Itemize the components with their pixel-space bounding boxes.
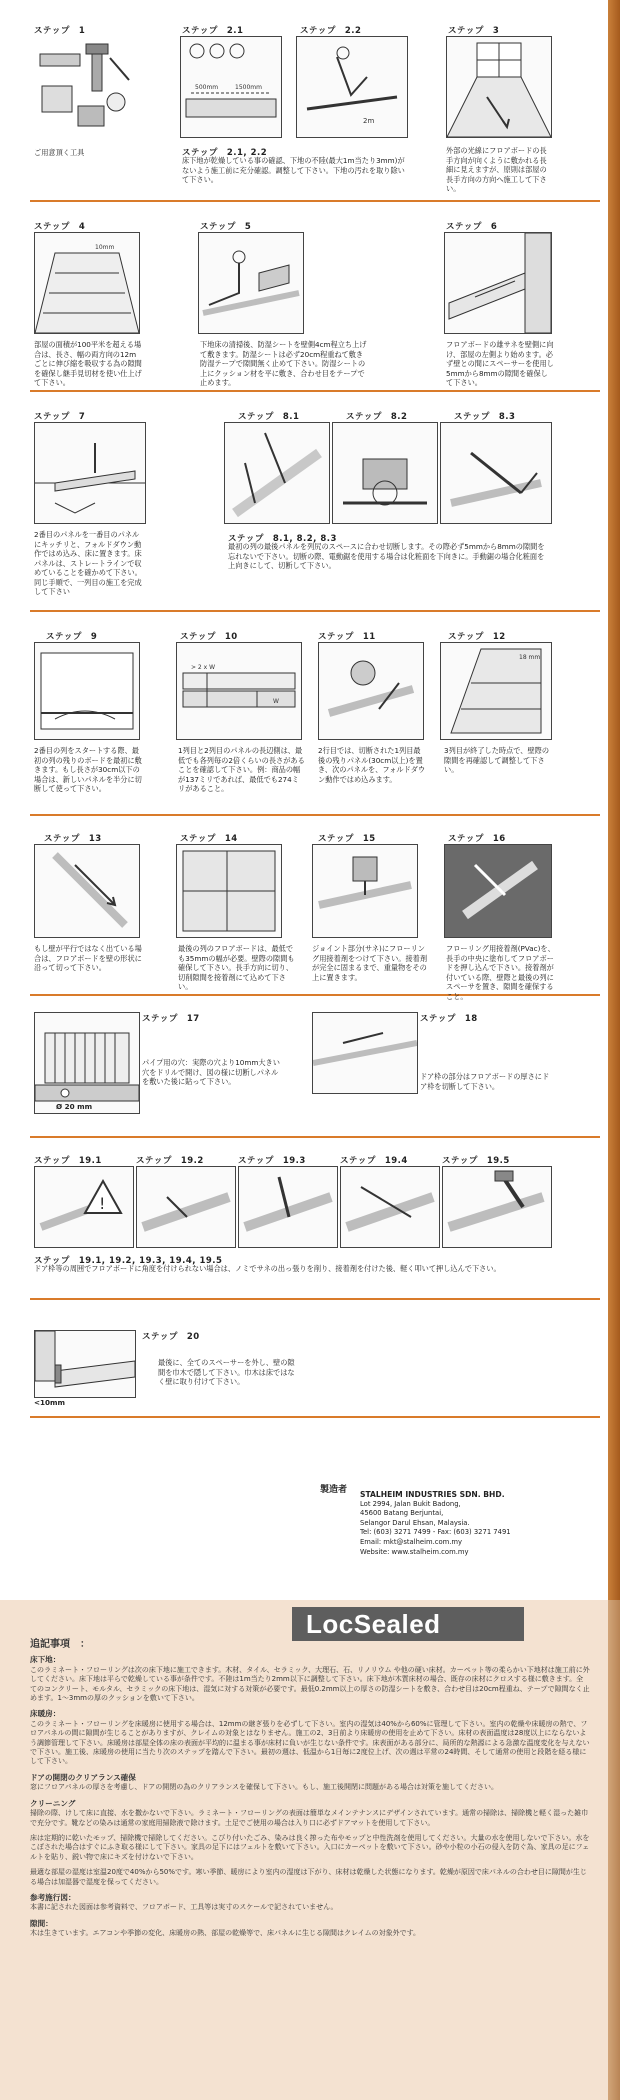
step-8-2-label: ステップ 8.2 [346,412,408,422]
step-18-illustration [312,1012,418,1094]
address-line-3: Selangor Darul Ehsan, Malaysia. [360,1518,470,1527]
step-9-illustration [34,642,140,740]
wood-edge-decoration-lower [608,1600,620,2100]
step-3-label: ステップ 3 [448,26,500,36]
step-15-illustration [312,844,418,938]
step-6-illustration [444,232,552,334]
note-1-heading: 床暖房： [30,1709,61,1719]
tel-fax: Tel: (603) 3271 7499 - Fax: (603) 3271 7491 [360,1528,511,1537]
step-2-1-illustration [180,36,282,138]
step-20-illustration [34,1330,136,1398]
step-10-label: ステップ 10 [180,632,238,642]
step-19-2-label: ステップ 19.2 [136,1156,204,1166]
step-19-5-label: ステップ 19.5 [442,1156,510,1166]
step-8-1-label: ステップ 8.1 [238,412,300,422]
step-11-label: ステップ 11 [318,632,376,642]
dim-10mm: 10mm [95,244,115,251]
note-6-heading: 参考施行図： [30,1892,76,1902]
step-20-label: ステップ 20 [142,1332,200,1342]
dim-w: W [273,698,279,705]
step-20-caption: 最後に、全てのスペーサーを外し、壁の隙間を巾木で隠して下さい。巾木は床ではなく壁に取り付けて下さい。 [158,1358,295,1386]
step-4-illustration [34,232,140,334]
step-3-illustration [446,36,552,138]
step-19-4-label: ステップ 19.4 [340,1156,408,1166]
step-17-illustration [34,1012,140,1114]
note-3-heading: クリーニング [30,1798,76,1808]
step-9-caption: 2番目の列をスタートする際、最初の列の残りのボードを最初に敷きます。もし長さが30cm以下の場合は、新しいパネルを半分に切断して使って下さい。 [34,746,142,793]
step-16-illustration [444,844,552,938]
step-14-label: ステップ 14 [180,834,238,844]
step-4-label: ステップ 4 [34,222,86,232]
step-18-caption: ドア枠の部分はフロアボードの厚さにドア枠を切断して下さい。 [420,1072,550,1091]
website: Website: www.stalheim.com.my [360,1547,469,1556]
step-2-summary-label: ステップ 2.1, 2.2 [182,148,268,158]
step-8-3-illustration [440,422,552,524]
step-7-illustration [34,422,146,524]
additional-notes [30,1640,590,1939]
note-7-heading: 隙間： [30,1918,53,1928]
step-15-caption: ジョイント部分(サネ)にフローリング用接着剤をつけて下さい。接着剤が完全に固まるまで、重量物をその上に置きます。 [312,944,428,982]
note-2-body: 窓にフロアパネルの厚さを考慮し、ドアの開閉の為のクリアランスを確保して下さい。もし、施工後開閉に問題がある場合は対策を施してください。 [30,1783,499,1792]
note-3-body: 掃除の際、けして床に直接、水を撒かないで下さい。ラミネート・フローリングの表面は簡単なメインテナンスにデザインされています。通常の掃除は、掃除機と軽く湿った雑巾で充分です。靴などの染みは通常の家庭用掃除液で除けます。土足でご使用の場合は入り口に必ずドアマットを使用して下さい。 [30,1809,589,1827]
step-19-summary-label: ステップ 19.1, 19.2, 19.3, 19.4, 19.5 [34,1256,223,1266]
note-4-body: 床は定期的に乾いたモップ、掃除機で掃除してください。こびり付いたごみ、染みは良く搾った布やモップと中性洗剤を使用してください。大量の水を使用しないで下さい。水をこぼされた場合はすぐにふき取る様にして下さい。家具の足下にはフェルトを敷いて下さい。入口にカーペットを敷いて下さい。砂や小粒の小石の侵入を防ぐ為、家具の足にフェルトを貼り、鋭い物で床にキズを付けないで下さい。 [30,1833,590,1861]
step-8-1-illustration [224,422,330,524]
brand-logo: LocSealed [292,1607,524,1641]
step-4-caption: 部屋の面積が100平米を超える場合は、長さ、幅の両方向の12mごとに伸び縮を吸収する為の隙間を確保し継手見切材を使い仕上げて下さい。 [34,340,142,387]
step-10-illustration [176,642,302,740]
note-2-heading: ドアの開閉のクリアランス確保 [30,1772,136,1782]
step-10-caption: 1列目と2列目のパネルの長辺側は、最低でも各列毎の2倍くらいの長さがあることを確認して下さい。例：商品の幅が137ミリであれば、最低でも274ミリがあること。 [178,746,305,793]
dim-2xw: > 2 x W [191,664,216,671]
dim-2m: 2m [363,117,375,125]
step-8-summary-label: ステップ 8.1, 8.2, 8.3 [228,534,337,544]
step-5-label: ステップ 5 [200,222,252,232]
step-9-label: ステップ 9 [46,632,98,642]
step-1-tools-illustration [34,36,134,136]
note-5-body: 最適な部屋の湿度は室温20度で40%から50%です。寒い季節、暖房により室内の湿度は下がり、床材は乾燥した状態になります。乾燥が原因で床パネルの合わせ目に隙間が生じる場合は加湿器で湿度を保ってください。 [30,1868,587,1886]
step-7-label: ステップ 7 [34,412,86,422]
note-6-body: 本書に記された図面は参考資料で、フロアボード、工具等は実寸のスケールで記されていません。 [30,1903,338,1912]
manufacturer-title: 製造者 [320,1485,348,1495]
step-20-gap-size: <10mm [34,1398,66,1407]
step-13-illustration [34,844,140,938]
step-12-label: ステップ 12 [448,632,506,642]
step-6-label: ステップ 6 [446,222,498,232]
step-2-2-illustration [296,36,408,138]
address-line-1: Lot 2994, Jalan Bukit Badong, [360,1499,461,1508]
step-19-3-label: ステップ 19.3 [238,1156,306,1166]
step-18-label: ステップ 18 [420,1014,478,1024]
step-12-illustration [440,642,552,740]
step-17-hole-size: Ø 20 mm [56,1102,93,1111]
step-19-caption: ドア枠等の周囲でフロアボードに角度を付けられない場合は、ノミでサネの出っ張りを削り、接着剤を付けた後、軽く叩いて押し込んで下さい。 [34,1264,501,1273]
dim-18mm: 18 mm [519,654,541,661]
manufacturer-info [360,1490,511,1557]
step-5-illustration [198,232,304,334]
step-14-illustration [176,844,282,938]
step-15-label: ステップ 15 [318,834,376,844]
note-7-body: 木は生きています。エアコンや季節の変化、床暖房の熱、部屋の乾燥等で、床パネルに生じる隙間はクレイムの対象外です。 [30,1929,421,1938]
step-19-4-illustration [340,1166,440,1248]
step-7-caption: 2番目のパネルを一番目のパネルにキッチリと、フォルドダウン動作ではめ込み、床に置きます。床パネルは、ストレートラインで収めていることを確かめて下さい。同じ手順で、一列目の施工を完成して下さい [34,530,142,596]
step-13-caption: もし壁が平行ではなく出ている場合は、フロアボードを壁の形状に沿って切って下さい。 [34,944,142,972]
step-13-label: ステップ 13 [44,834,102,844]
step-19-2-illustration [136,1166,236,1248]
notes-title: 追記事項 ： [30,1639,90,1650]
step-12-caption: 3列目が終了した時点で、壁際の隙間を再確認して調整して下さい。 [444,746,550,774]
step-16-caption: フローリング用接着剤(PVac)を、長手の中央に塗布してフロアボードを押し込んで下さい。接着剤が付いている際、壁際と最後の列にスペーサを置き、隙間を確保すること。 [446,944,555,1001]
address-line-2: 45600 Batang Berjuntai, [360,1509,444,1518]
step-19-5-illustration [442,1166,552,1248]
step-5-caption: 下地床の清掃後、防湿シートを壁側4cm程立ち上げて敷きます。防湿シートは必ず20cm程重ねて敷き防湿テープで隙間無く止めて下さい。防湿シートの上にクッション材を平に敷き、合わせ目をテープで止めます。 [200,340,367,387]
step-2-2-label: ステップ 2.2 [300,26,362,36]
company-name: STALHEIM INDUSTRIES SDN. BHD. [360,1490,505,1499]
step-11-caption: 2行目では、切断された1列目最後の残りパネル(30cm以上)を置き、次のパネルを、フォルドダウン動作ではめ込みます。 [318,746,426,784]
dim-500mm: 500mm [195,84,219,91]
note-0-body: このラミネート・フローリングは次の床下地に施工できます。木材、タイル、セラミック、大理石、石、リノリウム や他の硬い床材。カーペット等の柔らかい下地材は施工前に外してください。床下地は平らで乾燥している事が条件です。不陸は1m当たり2mm以下に調整して下さい。床下地が木質床材の場合、既存の床材にクロスする様に敷きます。全てのコンクリート、モルタル、セラミックの床下地は、湿気に対する対策が必要です。最低0.2mm以上の厚さの防湿シートを敷き、合わせ目は20cm程重ね、テープで隙間なく止めます。1〜3mmの厚のクッションを敷いて下さい。 [30,1665,590,1703]
warning-icon: ! [99,1194,106,1213]
wood-edge-decoration [608,0,620,1600]
step-3-caption: 外部の光線にフロアボードの長手方向が向くように敷かれる長細に見えますが、原則は部屋の長手方向の方向へ施工して下さい。 [446,146,547,193]
step-17-label: ステップ 17 [142,1014,200,1024]
step-19-1-label: ステップ 19.1 [34,1156,102,1166]
step-11-illustration [318,642,424,740]
step-2-1-label: ステップ 2.1 [182,26,244,36]
step-16-label: ステップ 16 [448,834,506,844]
step-2-caption: 床下地が乾燥している事の確認、下地の不陸(最大1m当たり3mm)がないよう施工前に充分確認。調整して下さい。下地の汚れを取り除いて下さい。 [182,156,405,184]
note-1-body: このラミネート・フローリングを床暖房に使用する場合は、12mmの継ぎ張りを必ずして下さい。室内の湿気は40%から60%に管理して下さい。室内の乾燥や床暖房の熱で、フロアパネルの間に隙間が生じることがありますが、クレイムの対象とはなりません。施工の2、3日前より床暖房の使用を止めて下さい。床材の表面温度は28度以上にならないよう調節管理して下さい。床暖房は部屋全体の床の表面が平均的に温まる事が床材に負いが生じない条件です。床表面がある部分に、局所的な熱源による急激な温度変化を与えないで下さい。施工後、床暖房の使用に当たり次のステップを踏んで下さい。最初の週は、低温から1日毎に2度位上げ、次の週は平常の24時間、そして通常の使用と段階を経る様にして下さい。 [30,1719,590,1766]
step-17-caption: パイプ用の穴：実際の穴より10mm大きい穴をドリルで開け、図の様に切断しパネルを敷いた後に貼って下さい。 [142,1058,280,1086]
step-1-label: ステップ 1 [34,26,86,36]
step-19-1-illustration [34,1166,134,1248]
step-8-caption: 最初の列の最後パネルを列尻のスペースに合わせ切断します。その際必ず5mmから8mmの隙間を忘れないで下さい。切断の際、電動鋸を使用する場合は化粧面を下向きに。手動鋸の場合化粧面を上向きにして、切断して下さい。 [228,542,545,570]
step-8-2-illustration [332,422,438,524]
step-14-caption: 最後の列のフロアボードは、最低でも35mmの幅が必要。壁際の隙間も確保して下さい。長手方向に切り、切削隙間を接着剤にて込めて下さい。 [178,944,295,991]
step-1-caption: ご用意頂く工具 [34,148,85,157]
step-6-caption: フロアボードの雄サネを壁側に向け、部屋の左側より始めます。必ず壁との間にスペーサーを使用し5mmから8mmの隙間を確保して下さい。 [446,340,554,387]
step-19-3-illustration [238,1166,338,1248]
note-0-heading: 床下地： [30,1655,61,1665]
step-8-3-label: ステップ 8.3 [454,412,516,422]
email: Email: mkt@stalheim.com.my [360,1537,463,1546]
dim-1500mm: 1500mm [235,84,262,91]
